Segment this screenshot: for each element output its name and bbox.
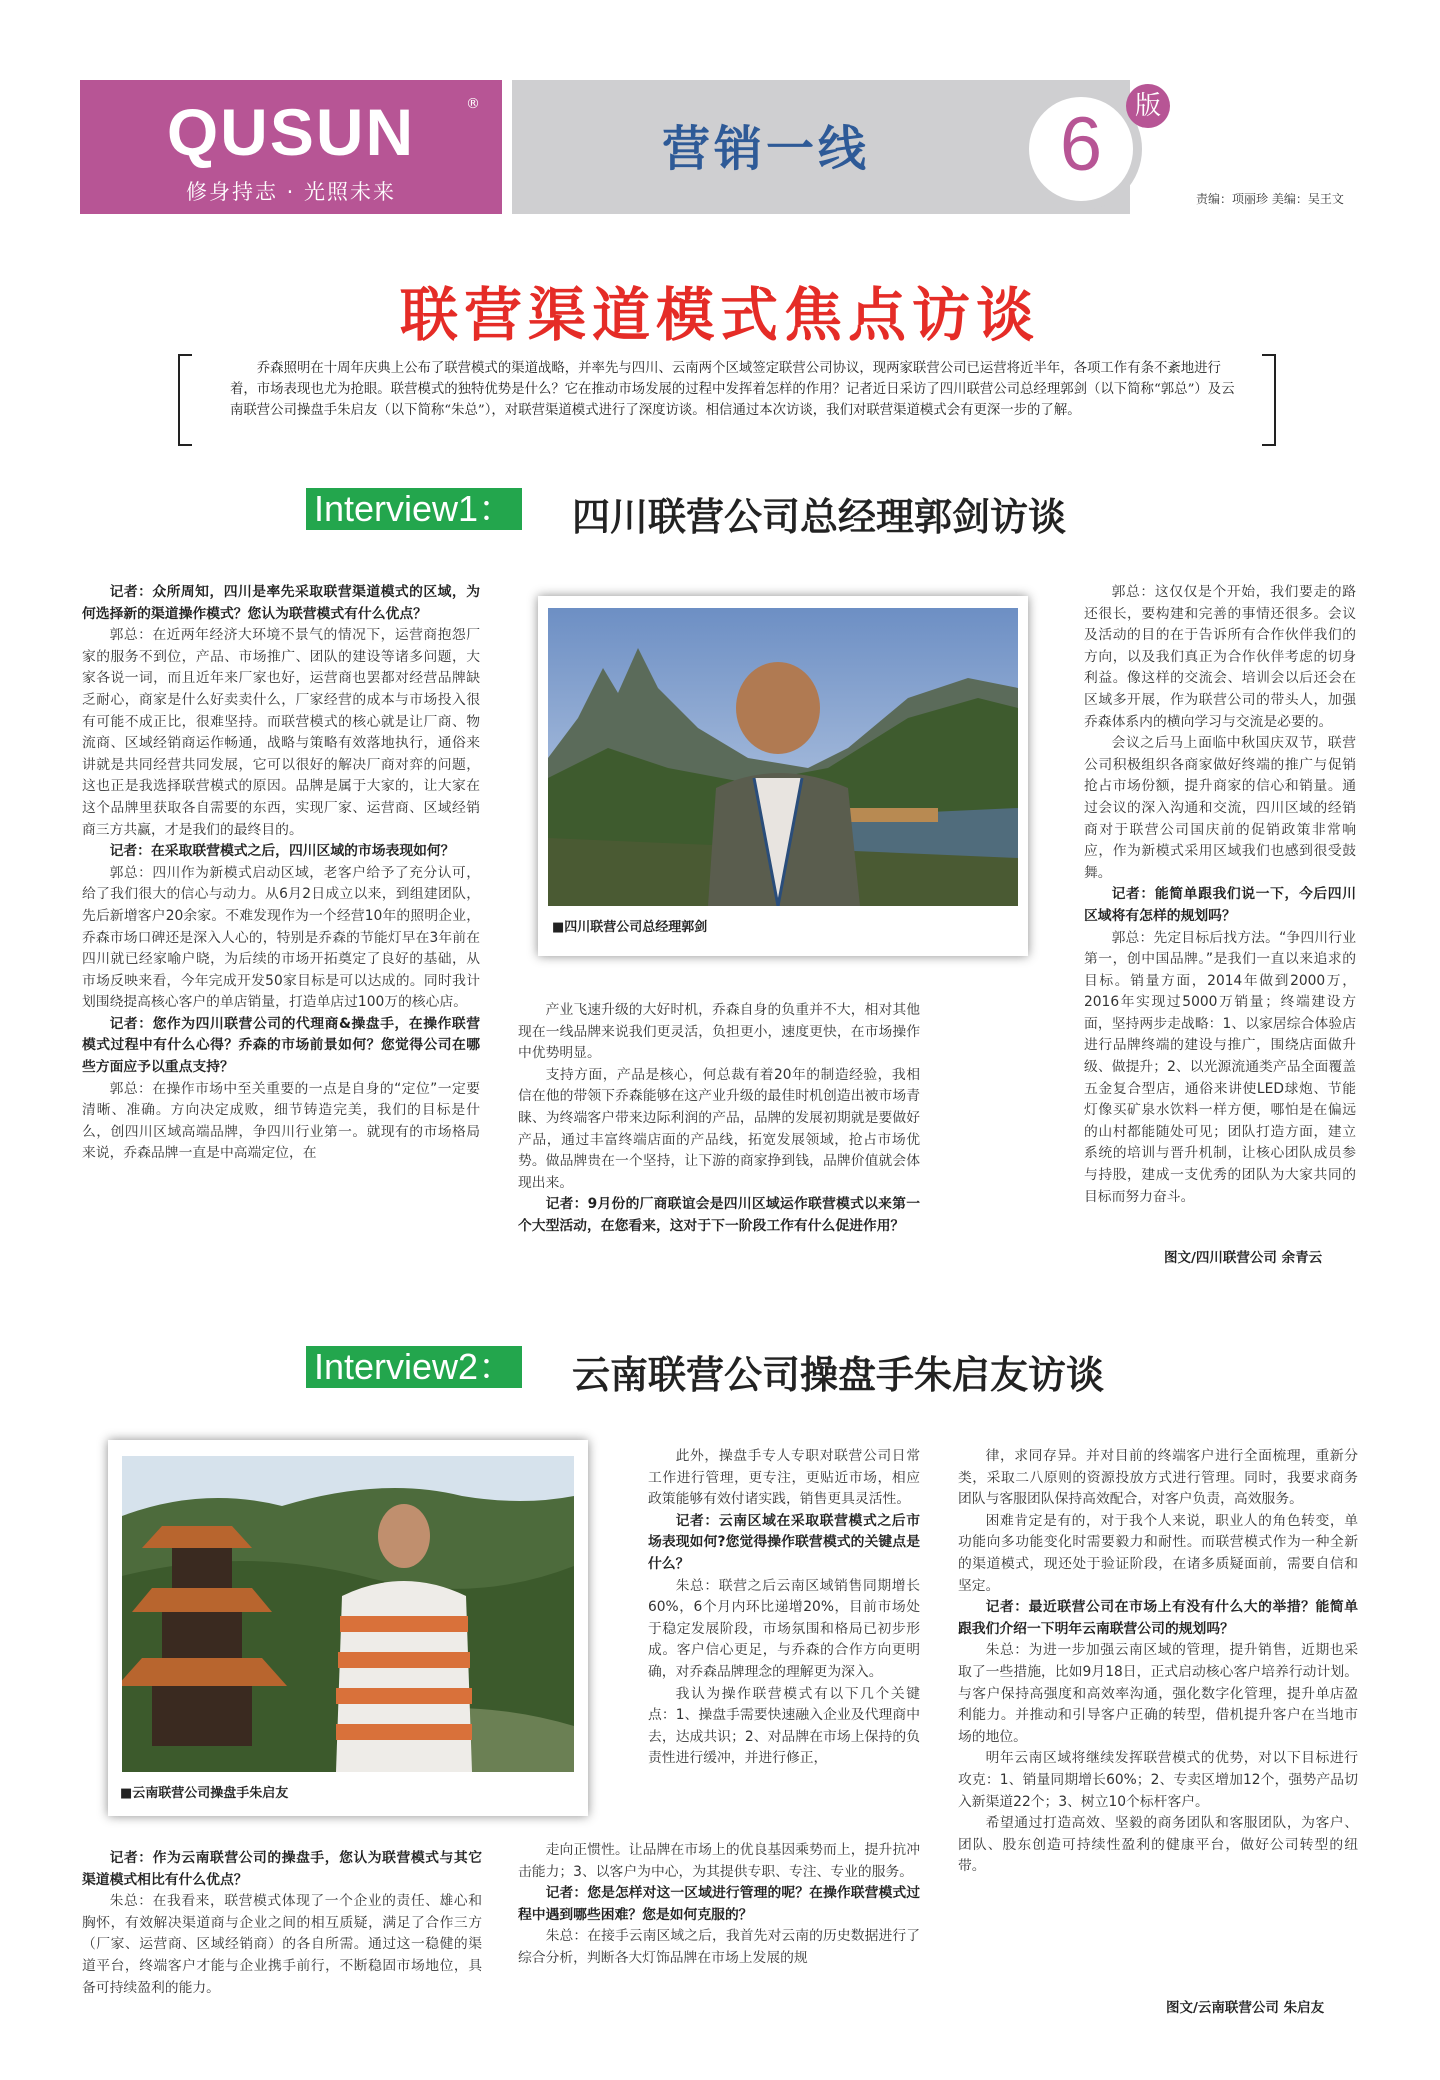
paragraph: 明年云南区域将继续发挥联营模式的优势，对以下目标进行攻克：1、销量同期增长60%；2、专卖区增加12个，强势产品切入新渠道22个；3、树立10个标杆客户。 (958, 1750, 1358, 1810)
page-label-badge: 版 (1126, 84, 1170, 128)
paragraph: 记者：您作为四川联营公司的代理商&操盘手，在操作联营模式过程中有什么心得？乔森的市场前景如何？您觉得公司在哪些方面应予以重点支持？ (82, 1015, 480, 1076)
brand-logo: QUSUN (166, 95, 416, 169)
interview2-credit: 图文/云南联营公司 朱启友 (1166, 2000, 1325, 2016)
paragraph: 希望通过打造高效、坚毅的商务团队和客服团队，为客户、团队、股东创造可持续性盈利的健康平台，做好公司转型的纽带。 (958, 1815, 1358, 1875)
page-headline: 联营渠道模式焦点访谈 (399, 281, 1040, 349)
paragraph: 记者：最近联营公司在市场上有没有什么大的举措？能简单跟我们介绍一下明年云南联营公司的规划吗？ (958, 1599, 1358, 1637)
paragraph: 朱总：联营之后云南区域销售同期增长60%，6个月内环比递增20%，目前市场处于稳定发展阶段，市场氛围和格局已初步形成。客户信心更足，与乔森的合作方向更明确，对乔森品牌理念的理解更为深入。 (648, 1577, 920, 1680)
interview2-col2a (648, 1446, 920, 1770)
intro-paragraph: 乔森照明在十周年庆典上公布了联营模式的渠道战略，并率先与四川、云南两个区域签定联营公司协议，现两家联营公司已运营将近半年，各项工作有条不紊地进行着，市场表现也尤为抢眼。联营模式的独特优势是什么？它在推动市场发展的过程中发挥着怎样的作用？记者近日采访了四川联营公司总经理郭剑（以下简称“郭总”）及云南联营公司操盘手朱启友（以下简称“朱总”），对联营渠道模式进行了深度访谈。相信通过本次访谈，我们对联营渠道模式会有更深一步的了解。 (230, 361, 1235, 418)
paragraph: 走向正惯性。让品牌在市场上的优良基因乘势而上，提升抗冲击能力；3、以客户为中心，为其提供专职、专注、专业的服务。 (518, 1842, 920, 1880)
paragraph: 记者：能简单跟我们说一下，今后四川区域将有怎样的规划吗？ (1084, 886, 1356, 924)
interview2-photo-caption: ■云南联营公司操盘手朱启友 (120, 1786, 289, 1801)
paragraph: 朱总：在接手云南区域之后，我首先对云南的历史数据进行了综合分析，判断各大灯饰品牌在市场上发展的规 (518, 1928, 920, 1966)
intro-bracket-left (178, 354, 192, 446)
interview1-col3 (1084, 582, 1356, 1208)
paragraph: 支持方面，产品是核心，何总裁有着20年的制造经验，我相信在他的带领下乔森能够在这产业升级的最佳时机创造出被市场青睐、为终端客户带来边际利润的产品，品牌的发展初期就是要做好产品，通过丰富终端店面的产品线，拓宽发展领域，抢占市场优势。做品牌贵在一个坚持，让下游的商家挣到钱，品牌价值就会体现出来。 (518, 1066, 920, 1191)
interview2-photo (122, 1456, 574, 1772)
paragraph: 朱总：在我看来，联营模式体现了一个企业的责任、雄心和胸怀，有效解决渠道商与企业之间的相互质疑，满足了合作三方（厂家、运营商、区域经销商）的各自所需。通过这一稳健的渠道平台，终端客户才能与企业携手前行，不断稳固市场地位，具备可持续盈利的能力。 (82, 1893, 482, 1996)
interview1-photo (548, 608, 1018, 906)
paragraph: 我认为操作联营模式有以下几个关键点：1、操盘手需要快速融入企业及代理商中去，达成共识；2、对品牌在市场上保持的负责性进行缓冲，并进行修正， (648, 1685, 920, 1767)
paragraph: 产业飞速升级的大好时机，乔森自身的负重并不大，相对其他现在一线品牌来说我们更灵活，负担更小，速度更快，在市场操作中优势明显。 (518, 1002, 920, 1062)
paragraph: 郭总：这仅仅是个开始，我们要走的路还很长，要构建和完善的事情还很多。会议及活动的目的在于告诉所有合作伙伴我们的方向，以及我们真正为合作伙伴考虑的切身利益。像这样的交流会、培训会以后还会在区域多开展，作为联营公司的带头人，加强乔森体系内的横向学习与交流是必要的。 (1084, 584, 1356, 730)
registered-mark: ® (466, 96, 480, 112)
paragraph: 记者：您是怎样对这一区域进行管理的呢？在操作联营模式过程中遇到哪些困难？您是如何克服的？ (518, 1885, 920, 1923)
interview1-title: 四川联营公司总经理郭剑访谈 (572, 495, 1067, 539)
paragraph: 朱总：为进一步加强云南区域的管理，提升销售，近期也采取了一些措施，比如9月18日，正式启动核心客户培养行动计划。与客户保持高强度和高效率沟通，强化数字化管理，提升单店盈利能力。并推动和引导客户正确的转型，借机提升客户在当地市场的地位。 (958, 1642, 1358, 1745)
paragraph: 此外，操盘手专人专职对联营公司日常工作进行管理，更专注，更贴近市场，相应政策能够有效付诸实践，销售更具灵活性。 (648, 1448, 920, 1508)
interview1-credit: 图文/四川联营公司 余青云 (1164, 1250, 1323, 1266)
paragraph: 困难肯定是有的，对于我个人来说，职业人的角色转变，单功能向多功能变化时需要毅力和耐性。而联营模式作为一种全新的渠道模式，现还处于验证阶段，在诸多质疑面前，需要自信和坚定。 (958, 1512, 1358, 1594)
interview2-col3 (958, 1446, 1358, 1878)
interview1-col2 (518, 1000, 920, 1238)
paragraph: 会议之后马上面临中秋国庆双节，联营公司积极组织各商家做好终端的推广与促销抢占市场份额，提升商家的信心和销量。通过会议的深入沟通和交流，四川区域的经销商对于联营公司国庆前的促销政策非常响应，作为新模式采用区域我们也感到很受鼓舞。 (1084, 735, 1356, 881)
interview2-tag: Interview2： (306, 1346, 522, 1388)
page-number-circle (1020, 88, 1142, 210)
interview1-col1 (82, 582, 480, 1165)
paragraph: 郭总：四川作为新模式启动区域，老客户给予了充分认可，给了我们很大的信心与动力。从6月2日成立以来，到组建团队，先后新增客户20余家。不难发现作为一个经营10年的照明企业，乔森市场口碑还是深入人心的，特别是乔森的节能灯早在3年前在四川就已经家喻户晓，为后续的市场开拓奠定了良好的基础，从市场反映来看，今年完成开发50家目标是可以达成的。同时我计划围绕提高核心客户的单店销量，打造单店过100万的核心店。 (82, 864, 480, 1011)
interview2-col2b (518, 1840, 920, 1970)
brand-banner (80, 80, 502, 214)
interview2-heading (306, 1346, 1206, 1397)
brand-slogan: 修身持志 · 光照未来 (185, 180, 397, 204)
interview1-heading (306, 488, 1206, 539)
interview2-col1 (82, 1848, 482, 1999)
interview1-photo-caption: ■四川联营公司总经理郭剑 (552, 920, 708, 935)
section-title: 营销一线 (662, 121, 871, 177)
paragraph: 记者：众所周知，四川是率先采取联营渠道模式的区域，为何选择新的渠道操作模式？您认为联营模式有什么优点？ (82, 584, 480, 622)
paragraph: 郭总：在操作市场中至关重要的一点是自身的“定位”一定要清晰、准确。方向决定成败，细节铸造完美，我们的目标是什么，创四川区域高端品牌，争四川行业第一。就现有的市场格局来说，乔森品牌一直是中高端定位，在 (82, 1080, 480, 1162)
paragraph: 记者：作为云南联营公司的操盘手，您认为联营模式与其它渠道模式相比有什么优点？ (82, 1850, 482, 1888)
intro-bracket-right (1262, 354, 1276, 446)
paragraph: 郭总：在近两年经济大环境不景气的情况下，运营商抱怨厂家的服务不到位，产品、市场推广、团队的建设等诸多问题，大家各说一词，而且近年来厂家也好，运营商也罢都对经营品牌缺乏耐心，商家是什么好卖卖什么，厂家经营的成本与市场投入很有可能不成正比，很难坚持。而联营模式的核心就是让厂商、物流商、区域经销商运作畅通，战略与策略有效落地执行，通俗来讲就是共同经营共同发展，它可以很好的解决厂商对弈的问题，这也正是我选择联营模式的原因。品牌是属于大家的，让大家在这个品牌里获取各自需要的东西，实现厂家、运营商、区域经销商三方共赢，才是我们的最终目的。 (82, 627, 480, 838)
interview1-photo-frame (538, 596, 1028, 956)
interview2-photo-frame (108, 1440, 588, 1816)
paragraph: 记者：9月份的厂商联谊会是四川区域运作联营模式以来第一个大型活动，在您看来，这对于下一阶段工作有什么促进作用？ (518, 1196, 920, 1234)
editors-credit: 责编：项丽珍 美编：吴王文 (1196, 192, 1344, 206)
paragraph: 郭总：先定目标后找方法。“争四川行业第一，创中国品牌。”是我们一直以来追求的目标。销量方面，2014年做到2000万，2016年实现过5000万销量；终端建设方面，坚持两步走战略：1、以家居综合体验店进行品牌终端的建设与推广，围绕店面做升级、做提升；2、以光源流通类产品全面覆盖五金复合型店，通俗来讲使LED球炮、节能灯像买矿泉水饮料一样方便，哪怕是在偏远的山村都能随处可见；团队打造方面，建立系统的培训与晋升机制，让核心团队成员参与持股，建成一支优秀的团队为大家共同的目标而努力奋斗。 (1084, 929, 1356, 1205)
paragraph: 记者：云南区域在采取联营模式之后市场表现如何?您觉得操作联营模式的关键点是什么？ (648, 1512, 920, 1572)
paragraph: 记者：在采取联营模式之后，四川区域的市场表现如何？ (109, 843, 455, 860)
paragraph: 律，求同存异。并对目前的终端客户进行全面梳理，重新分类，采取二八原则的资源投放方式进行管理。同时，我要求商务团队与客服团队保持高效配合，对客户负责，高效服务。 (958, 1448, 1358, 1508)
interview1-tag: Interview1： (306, 488, 522, 530)
interview2-title: 云南联营公司操盘手朱启友访谈 (572, 1353, 1105, 1397)
page-number: 6 (1059, 102, 1103, 187)
